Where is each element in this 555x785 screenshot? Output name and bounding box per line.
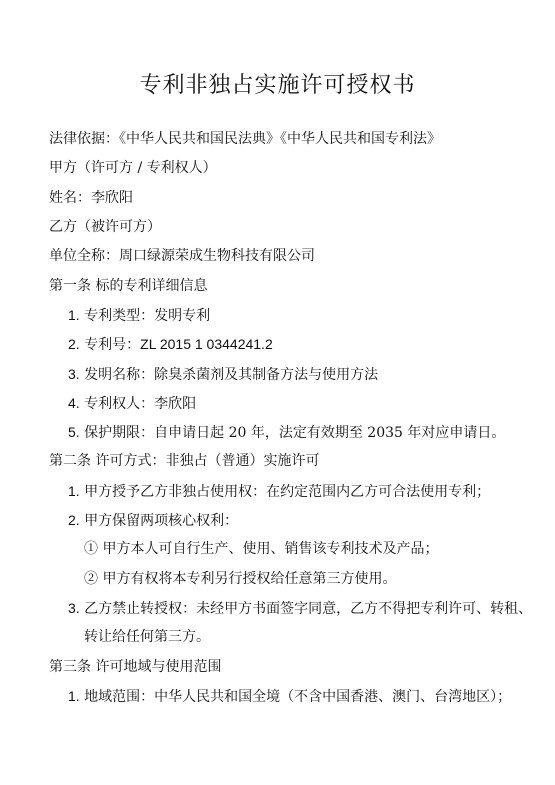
party-a-header: 甲方（许可方 / 专利权人）	[49, 160, 217, 176]
item-text: 乙方禁止转授权：未经甲方书面签字同意，乙方不得把专利许可、转租、	[84, 601, 533, 617]
item-number: 2.	[68, 336, 80, 352]
item-text: 专利号：	[84, 337, 141, 353]
article-1-item	[68, 335, 273, 354]
item-number: 5.	[68, 424, 80, 440]
item-text: 甲方保留两项核心权利：	[84, 513, 239, 529]
item-number: 2.	[68, 512, 80, 528]
item-text: 发明名称：除臭杀菌剂及其制备方法与使用方法	[84, 367, 379, 383]
party-b-header: 乙方（被许可方）	[49, 219, 161, 235]
article-2-heading: 第二条 许可方式：非独占（普通）实施许可	[49, 453, 320, 469]
article-2-item	[68, 511, 238, 530]
party-a-name: 姓名：李欣阳	[49, 190, 133, 206]
subitem-text: 甲方有权将本专利另行授权给任意第三方使用。	[102, 571, 397, 587]
item-text: 保护期限：自申请日起 20 年，法定有效期至 2035 年对应申请日。	[84, 425, 506, 441]
article-2-subitem	[84, 570, 396, 588]
subitem-marker: ②	[84, 571, 98, 587]
item-number: 3.	[68, 600, 80, 616]
item-text: 甲方授予乙方非独占使用权：在约定范围内乙方可合法使用专利；	[84, 484, 491, 500]
article-1-item	[68, 306, 210, 325]
article-2-item	[68, 482, 490, 501]
article-2-subitem	[84, 540, 438, 558]
article-1-item	[68, 394, 196, 413]
article-1-item	[68, 365, 378, 384]
party-b-name: 单位全称：周口绿源荣成生物科技有限公司	[49, 248, 315, 264]
article-3-item	[68, 687, 511, 706]
article-2-item	[68, 599, 532, 618]
item-continuation: 转让给任何第三方。	[84, 629, 210, 645]
item-number: 1.	[68, 483, 80, 499]
patent-number: ZL 2015 1 0344241.2	[140, 336, 273, 352]
legal-basis: 法律依据：《中华人民共和国民法典》《中华人民共和国专利法》	[49, 131, 441, 147]
item-number: 1.	[68, 688, 80, 704]
item-text: 专利类型：发明专利	[84, 308, 211, 324]
article-1-item	[68, 423, 505, 442]
article-1-heading: 第一条 标的专利详细信息	[49, 278, 208, 294]
subitem-text: 甲方本人可自行生产、使用、销售该专利技术及产品；	[102, 541, 439, 557]
article-3-heading: 第三条 许可地域与使用范围	[49, 659, 222, 675]
document-title: 专利非独占实施许可授权书	[139, 73, 416, 98]
subitem-marker: ①	[84, 541, 98, 557]
item-text: 地域范围：中华人民共和国全境（不含中国香港、澳门、台湾地区）；	[84, 689, 512, 705]
item-text: 专利权人：李欣阳	[84, 396, 197, 412]
item-number: 3.	[68, 366, 80, 382]
item-number: 1.	[68, 307, 80, 323]
item-number: 4.	[68, 395, 80, 411]
